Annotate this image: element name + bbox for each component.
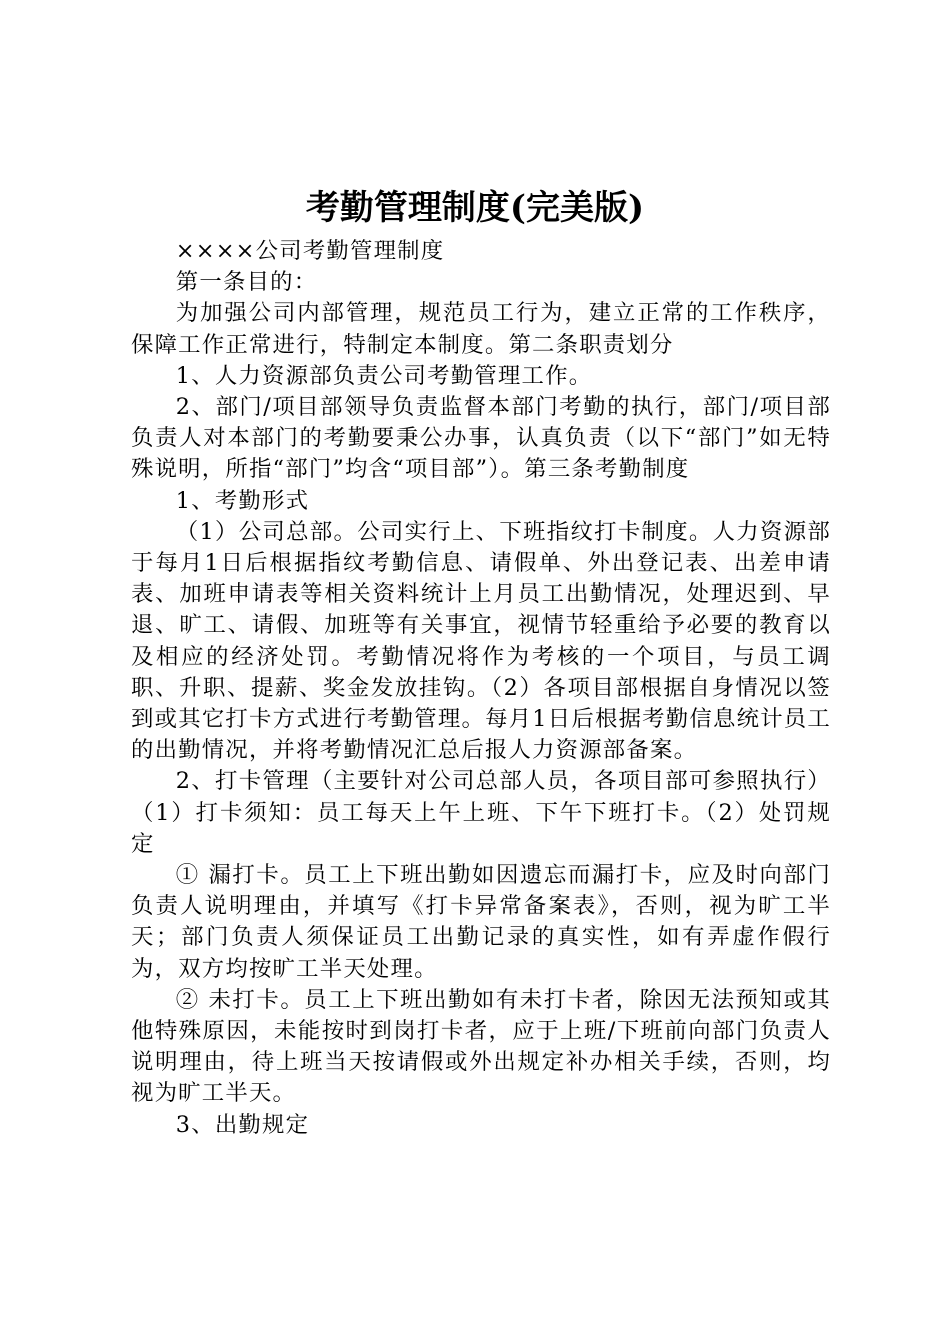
paragraph-clock-in-management: 2、打卡管理（主要针对公司总部人员，各项目部可参照执行）（1）打卡须知：员工每天上午上班、下午下班打卡。（2）处罚规定 <box>131 768 831 857</box>
paragraph-hr-responsibility: 1、人力资源部负责公司考勤管理工作。 <box>175 362 593 389</box>
paragraph-department-responsibility: 2、部门/项目部领导负责监督本部门考勤的执行，部门/项目部负责人对本部门的考勤要秉公办事，认真负责（以下“部门”如无特殊说明，所指“部门”均含“项目部”）。第三条考勤制度 <box>131 394 831 483</box>
paragraph-company-heading: ××××公司考勤管理制度 <box>175 238 445 264</box>
paragraph-purpose: 为加强公司内部管理，规范员工行为，建立正常的工作秩序，保障工作正常进行，特制定本制度。第二条职责划分 <box>131 300 831 358</box>
document-body <box>131 236 831 1141</box>
paragraph-attendance-rules-heading: 3、出勤规定 <box>175 1111 310 1138</box>
document-title: 考勤管理制度(完美版) <box>305 188 645 228</box>
paragraph-no-clock-in: ② 未打卡。员工上下班出勤如有未打卡者，除因无法预知或其他特殊原因，未能按时到岗打卡者，应于上班/下班前向部门负责人说明理由，待上班当天按请假或外出规定补办相关手续，否则，均视为旷工半天。 <box>131 986 831 1107</box>
paragraph-headquarters-rules: （1）公司总部。公司实行上、下班指纹打卡制度。人力资源部于每月1日后根据指纹考勤信息、请假单、外出登记表、出差申请表、加班申请表等相关资料统计上月员工出勤情况，处理迟到、早退、旷工、请假、加班等有关事宜，视情节轻重给予必要的教育以及相应的经济处罚。考勤情况将作为考核的一个项目，与员工调职、升职、提薪、奖金发放挂钩。（2）各项目部根据自身情况以签到或其它打卡方式进行考勤管理。每月1日后根据考勤信息统计员工的出勤情况，并将考勤情况汇总后报人力资源部备案。 <box>131 518 831 764</box>
paragraph-article-1-heading: 第一条目的： <box>175 269 318 296</box>
paragraph-attendance-form: 1、考勤形式 <box>175 487 310 514</box>
paragraph-missed-clock-in: ① 漏打卡。员工上下班出勤如因遗忘而漏打卡，应及时向部门负责人说明理由，并填写《打卡异常备案表》，否则，视为旷工半天；部门负责人须保证员工出勤记录的真实性，如有弄虚作假行为，双方均按旷工半天处理。 <box>131 862 831 982</box>
